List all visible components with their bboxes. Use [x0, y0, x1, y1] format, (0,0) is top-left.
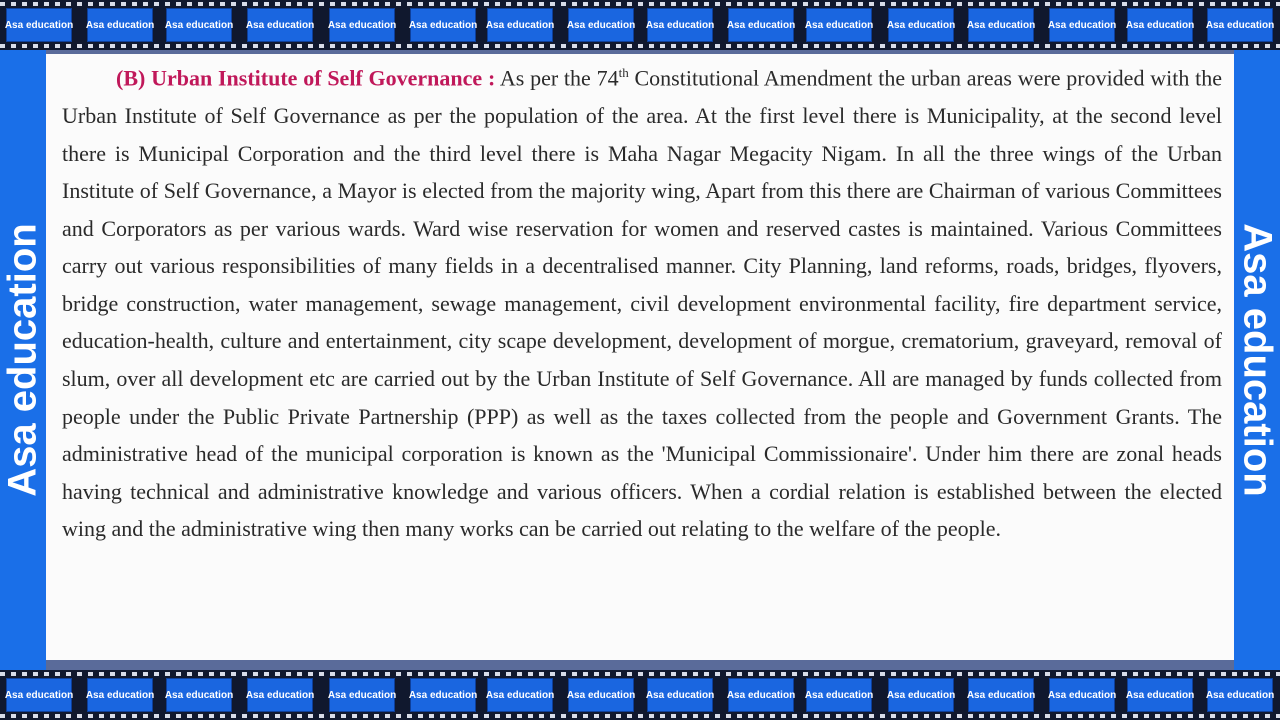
watermark-frame: Asa education [1127, 678, 1193, 712]
paragraph-intro: As per the 74 [495, 65, 619, 91]
watermark-frame: Asa education [968, 678, 1034, 712]
watermark-frame: Asa education [1127, 8, 1193, 42]
section-heading: (B) Urban Institute of Self Governance : [116, 65, 496, 91]
right-watermark-text: Asa education [1235, 223, 1280, 497]
watermark-frame: Asa education [166, 678, 232, 712]
left-watermark-band [0, 50, 46, 670]
document-paragraph [62, 54, 1222, 548]
ordinal-suffix: th [618, 65, 629, 80]
watermark-frame: Asa education [487, 8, 553, 42]
watermark-frame: Asa education [1049, 678, 1115, 712]
left-watermark-text: Asa education [0, 223, 45, 497]
watermark-frame: Asa education [166, 8, 232, 42]
watermark-frame: Asa education [568, 678, 634, 712]
watermark-frame: Asa education [888, 8, 954, 42]
watermark-frame: Asa education [806, 678, 872, 712]
bottom-film-strip [0, 670, 1280, 720]
watermark-frame: Asa education [87, 678, 153, 712]
watermark-frame: Asa education [806, 8, 872, 42]
watermark-frame: Asa education [87, 8, 153, 42]
watermark-frame: Asa education [647, 8, 713, 42]
watermark-frame: Asa education [410, 678, 476, 712]
right-watermark-band [1234, 50, 1280, 670]
watermark-frame: Asa education [247, 8, 313, 42]
watermark-frame: Asa education [1207, 678, 1273, 712]
document-page [46, 54, 1234, 660]
watermark-frame: Asa education [968, 8, 1034, 42]
watermark-frame: Asa education [647, 678, 713, 712]
watermark-frame: Asa education [1207, 8, 1273, 42]
watermark-frame: Asa education [888, 678, 954, 712]
watermark-frame: Asa education [6, 8, 72, 42]
watermark-frame: Asa education [329, 678, 395, 712]
watermark-frame: Asa education [728, 678, 794, 712]
watermark-frame: Asa education [568, 8, 634, 42]
watermark-frame: Asa education [410, 8, 476, 42]
watermark-frame: Asa education [6, 678, 72, 712]
watermark-frame: Asa education [1049, 8, 1115, 42]
watermark-frame: Asa education [487, 678, 553, 712]
top-film-strip [0, 0, 1280, 50]
watermark-frame: Asa education [247, 678, 313, 712]
watermark-frame: Asa education [329, 8, 395, 42]
watermark-frame: Asa education [728, 8, 794, 42]
paragraph-body: Constitutional Amendment the urban areas were provided with the Urban Institute of Self Governance as per the population of the area. At the first level there is Municipality, at the second level there is Municipal Corporation and the third level there is Maha Nagar Megacity Nigam. In all the three wings of the Urban Institute of Self Governance, a Mayor is elected from the majority wing, Apart from this there are Chairman of various Committees and Corporators as per various wards. Ward wise reservation for women and reserved castes is maintained. Various Committees carry out various responsibilities of many fields in a decentralised manner. City Planning, land reforms, roads, bridges, flyovers, bridge construction, water management, sewage management, civil development environmental facility, fire department service, education-health, culture and entertainment, city scape development, development of morgue, crematorium, graveyard, removal of slum, over all development etc are carried out by the Urban Institute of Self Governance. All are managed by funds collected from people under the Public Private Partnership (PPP) as well as the taxes collected from the people and Government Grants. The administrative head of the municipal corporation is known as the 'Municipal Commissionaire'. Under him there are zonal heads having technical and administrative knowledge and various officers. When a cordial relation is established between the elected wing and the administrative wing then many works can be carried out relating to the welfare of the people. [62, 65, 1222, 542]
